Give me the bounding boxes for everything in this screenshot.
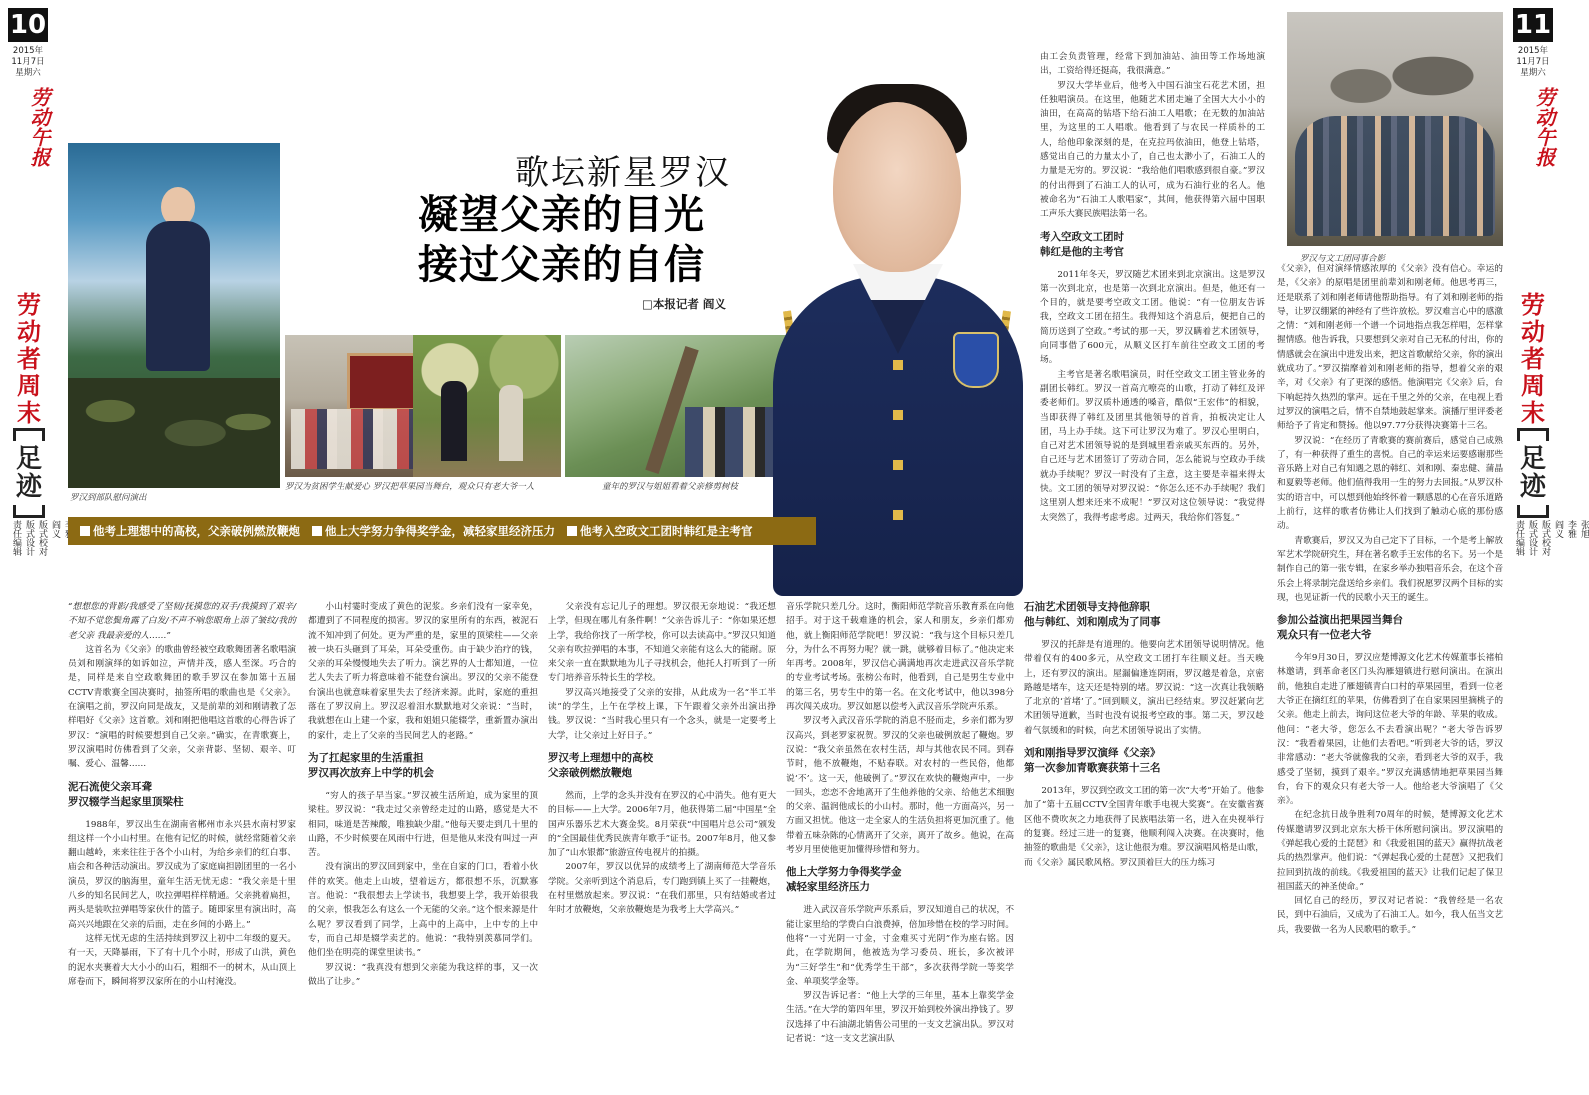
date-right [1513,46,1553,79]
masthead-logo-left: 劳动午报 [27,87,51,167]
paragraph: 主考官是著名歌唱演员，时任空政文工团主管业务的副团长韩红。罗汉一首高亢嘹亮的山歌，打动了韩红及评委老师们。罗汉质朴通透的嗓音，酷似“王宏伟”的相貌，当即获得了韩红及团里其他领导的首肯，拍板决定让人团，马上办手续。这下可让罗汉为难了。罗汉心里明白，自己对艺术团领导说的是到城里看亲戚买东西的。另外，自己还与艺术团签订了劳动合同，怎么能说与空政办手续就办手续呢？罗汉一时没有了主意，这主要是幸福来得太快。文工团的领导对罗汉说：“你怎么还不办手续呢？我们这里别人想来还来不成呢！”罗汉对这位领导说：“我觉得太突然了，我得考虑考虑。过两天，我给你们答复。” [1040,369,1265,523]
date-year: 2015年 [1517,46,1549,56]
paragraph: “穷人的孩子早当家。”罗汉被生活所迫，成为家里的顶梁柱。罗汉说：“我走过父亲曾经走过的山路，感觉是大不相同，味道是苦辣酸，唯独缺少甜。”他每天要走到几十里的山路，不少时候要在风雨中行进，但是他从来没有叫过一声苦。 [308,790,538,859]
text-column-5 [786,600,1014,1085]
paragraph: 青歌赛后，罗汉又为自己定下了目标，一个是考上解放军艺术学院研究生，拜在著名歌手王宏伟的名下。另一个是制作自己的第一张专辑，在家乡举办独唱音乐会，在这个音乐会上将录制完盘送给乡亲们。我们祝愿罗汉两个目标的实现，也见证新一代的民歌小天王的诞生。 [1277,535,1503,603]
column-label-right: 足迹 [1513,428,1553,518]
paragraph: 在纪念抗日战争胜利70周年的时候，楚博源文化艺术传媒邀请罗汉到北京东大桥干休所慰问演出。罗汉演唱的《弹起我心爱的土琵琶》和《我爱祖国的蓝天》赢得抗战老兵的热烈掌声。他们说：“《弹起我心爱的土琵琶》又把我们拉回到抗战的前线。《我爱祖国的蓝天》让我们记起了保卫祖国蓝天的神圣使命。” [1277,810,1503,892]
date-weekday: 星期六 [1520,68,1546,78]
paragraph: 罗汉说：“在经历了青歌赛的赛前赛后，感觉自己成熟了，有一种获得了重生的喜悦。自己的幸运来运要感谢那些音乐路上对自己有知遇之恩的韩红、刘和刚、秦忠健、蒲晶和夏毅等老师。他们值得我用一生的努力去回报。”从罗汉朴实的语言中，可以想到他始终怀着一颗感恩的心在音乐道路上前行，这样的歌者仿佛让人们找到了触动心底的那份感动。 [1277,435,1503,532]
section-title-left: 劳动者周末 [17,291,41,427]
date-left [8,46,48,79]
headline-line-2: 接过父亲的自信 [418,242,705,288]
article-byline: □本报记者 阎义 [642,297,726,311]
article-kicker: 歌坛新星罗汉 [515,153,731,193]
summary-item-3: 他考入空政文工团时韩红是主考官 [567,523,753,539]
headline-line-1: 凝望父亲的目光 [418,192,705,238]
paragraph: 由工会负责管理，经常下到加油站、油田等工作场地演出，工资给得还挺高，我很满意。” [1040,52,1265,77]
paragraph: 罗汉考入武汉音乐学院的消息不胫而走，乡亲们都为罗汉高兴，到老罗家祝贺。罗汉的父亲也破例放起了鞭炮。罗汉说：“我父亲虽然在农村生活，却与其他农民不同。到春节时，他不放鞭炮，不贴春联。对农村的一些民俗，他都说‘不’。这一天，他破例了。”罗汉在欢快的鞭炮声中，一步一回头，恋恋不舍地离开了生他养他的父亲、给他艺术细胞的父亲、温润他成长的小山村。那时，他一方面高兴，另一方面又担忧。他这一走全家人的生活负担将更加沉重了。他带着五味杂陈的心情离开了父亲，离开了故乡。他说，在高考岁月里使他更加懂得珍惜和努力。 [786,716,1014,856]
date-weekday: 星期六 [15,68,41,78]
summary-item-1: 他考上理想中的高校，父亲破例燃放鞭炮 [80,523,300,539]
paragraph: 罗汉告诉记者：“他上大学的三年里，基本上靠奖学金生活。”在大学的第四年里，罗汉开始到校外演出挣钱了。罗汉选择了中石油湖北销售公司里的一支文艺演出队。罗汉对记者说：“这一支文艺演出队 [786,991,1014,1045]
date-day: 11月7日 [1516,57,1550,67]
credit-proofreader-name: 张旭 [1579,520,1589,538]
subheading: 刘和刚指导罗汉演绎《父亲》 第一次参加青歌赛获第十三名 [1024,747,1161,775]
credit-editor: 责任编辑 [11,520,21,556]
column-label-left: 足迹 [9,428,49,518]
credit-designer: 版式设计 [24,520,34,556]
paragraph: 音乐学院只差几分。这时，衡阳师范学院音乐教育系在向他招手。对于这千载难逢的机会，家人和朋友，乡亲们都劝他，就上衡阳师范学院吧！罗汉说：“我与这个目标只差几分，为什么不再努力呢？就一跳，就够着目标了。”他决定来年再考。2008年，罗汉信心满满地再次走进武汉音乐学院的专业考试考场。张榜公布时，他看到，自己是男生专业中的第三名，男专生中的第一名。在文化考试中，他以398分再次闯关成功。罗汉如愿以偿考入武汉音乐学院声乐系。 [786,602,1014,713]
subheading: 罗汉考上理想中的高校 父亲破例燃放鞭炮 [548,751,653,779]
photo-orchard-stage [413,335,561,477]
paragraph: 1988年，罗汉出生在湖南省郴州市永兴县水南村罗家组这样一个小山村里。在他有记忆的时候，就经常随着父亲翻山越岭，来来往往于各个小山村，为给乡亲们的红白事、庙会和各种活动演出。罗汉成为了家庭扁担剧团里的一名小演员，罗汉的脑海里，童年生活无忧无虑：“我父亲是十里八乡的知名民间艺人，吹拉弹唱样样精通。父亲挑着扁担，两头是装吹拉弹唱等家伙什的篮子。随即家里有演出时，高高兴兴地跟在父亲的后面，走在乡间的小路上。” [68,819,296,930]
credit-proofreader: 版式校对 [37,520,47,556]
credit-editor-name: 阎义 [1553,520,1563,538]
date-year: 2015年 [12,46,44,56]
paragraph: 回忆自己的经历，罗汉对记者说：“我曾经是一名农民，到中石油后，又成为了石油工人。如今，我人伍当文艺兵，我要做一名为人民歌唱的歌手。” [1277,896,1503,935]
credit-designer: 版式设计 [1527,520,1537,556]
paragraph: 父亲没有忘记儿子的理想。罗汉很无奈地说：“我还想上学，但现在哪儿有条件啊！”父亲告诉儿子：“你如果还想上学，我给你找了一所学校，你可以去读高中。”罗汉只知道父亲有吹拉弹唱的本事，不知道父亲能有这么大的能耐。原来父亲一直在默默地为儿子寻找机会，他托人打听到了一所专门培养音乐特长生的学校。 [548,602,776,684]
paragraph: 没有演出的罗汉回到家中，坐在自家的门口，看着小伙伴的欢笑。他走上山坡，望着远方，都很想不乐，沉默寡言。他说：“我很想去上学读书，我想要上学，我开始很我的父亲，恨我怎么有这么一个无能的父亲。”这个恨来源是什么呢？罗汉看到了同学，上高中的上高中，上中专的上中专，而自己却是辍学卖艺的。他说：“我特别羡慕同学们。他们坐在明亮的课堂里读书。” [308,862,538,959]
paragraph: 今年9月30日，罗汉应楚博源文化艺术传媒董事长褚柏林邀请，到革命老区门头沟雁翅镇进行慰问演出。在演出前，他独自走进了雁翅镇青白口村的草果园里，看到一位老大爷正在摘红红的苹果，仿佛看到了在自家果园里摘桃子的父亲。他走上前去，询问这位老大爷的年龄、苹果的收成。他问：“老大爷，您怎么不去看演出呢？”老大爷告诉罗汉：“我看着果园，让他们去看吧。”听到老大爷的话，罗汉非常感动：“老大爷就像我的父亲，看到老大爷的双手，我感受了坚韧，摸到了艰辛。”罗汉充满感情地把草果园当舞台，台下的观众只有老大爷一人。他给老大爷演唱了《父亲》。 [1277,653,1503,807]
paragraph: 《父亲》，但对演绎情感浓厚的《父亲》没有信心。幸运的是，《父亲》的原唱是团里前辈刘和刚老师。他思考再三，还是联系了刘和刚老师请他帮助指导。有了刘和刚老师的指导，让罗汉绷紧的神经有了些许放松。罗汉难言心中的感激之情：“刘和刚老师一个谱一个词地指点我怎样唱，怎样掌握情感。他告诉我，只要想到父亲对自己无私的付出，你的情感就会在演出中进发出来，把这首歌献给父亲，你的演出就成功了。”罗汉揣摩着刘和刚老师的指导，想着父亲的艰辛，对《父亲》有了更深的感悟。他演唱完《父亲》后，台下响起持久热烈的掌声。远在千里之外的父亲，在电视上看过罗汉的演唱之后，情不自禁地鼓起掌来。演播厅里评委老师给予了肯定和赞扬。他以97.77分获得决赛第十三名。 [1277,264,1503,432]
summary-bar [68,517,816,545]
left-page-margin [0,0,58,1095]
text-column-4-upper [1040,50,1265,590]
summary-item-2: 他上大学努力争得奖学金，减轻家里经济压力 [312,523,555,539]
photo-childhood-tree [565,335,787,477]
paragraph: 罗汉的托辞是有道理的。他要向艺术团领导说明情况。他带着仅有的400多元，从空政文工团打车往顺义赶。当天晚上，还有罗汉的演出。屋漏偏逢连阴雨，罗汉越是着急，京密路越是堵车，这天还是特别的堵。罗汉说：“这一次真让我领略了北京的‘首堵’了。”回到顺义，演出已经结束。罗汉赶紧向艺术团领导道歉，当时也没有说报考空政的事。第二天，罗汉趁着气氛缓和的时候，向艺术团领导说出了实情。 [1024,640,1264,736]
subheading: 为了扛起家里的生活重担 罗汉再次放弃上中学的机会 [308,751,434,779]
caption-stage: 罗汉到部队慰问演出 [70,493,147,503]
caption-tree: 童年的罗汉与姐姐看着父亲修剪树枝 [602,482,739,492]
paragraph: 这首名为《父亲》的歌曲曾经被空政歌舞团著名歌唱演员刘和刚演绎的如诉如泣，声情并茂，感人至深。巧合的是，同样是来自空政歌舞团的歌手罗汉在参加第十五届CCTV青歌赛全国决赛时，抽签所唱的歌曲也是《父亲》。在演唱之前，罗汉向同是战友，又是前辈的刘和刚请教了怎样唱好《父亲》这首歌。刘和刚把他唱这首歌的心得告诉了罗汉：“演唱的时候要想到自己父亲。”确实，在青歌赛上，罗汉演唱时仿佛看到了父亲，父亲背影、坚韧、艰辛、叮嘱、爱心、温馨…… [68,644,296,770]
paragraph: 这样无忧无虑的生活持续到罗汉上初中二年级的夏天。有一天，天降暴雨，下了有十几个小时，形成了山洪，黄色的泥水夹裹着大大小小的山石，粗细不一的树木，从山顶上席卷而下，瞬间将罗汉家所在的小山村淹没。 [68,933,296,987]
text-column-1 [68,600,296,1085]
text-column-6 [1024,600,1264,1085]
subheading: 泥石流使父亲耳聋 罗汉辍学当起家里顶梁柱 [68,780,184,808]
photo-portrait-luohan [755,50,1035,595]
credit-editor: 责任编辑 [1514,520,1524,556]
text-column-7 [1277,262,1503,1087]
subheading: 考入空政文工团时 韩红是他的主考官 [1040,230,1124,258]
credit-proofreader: 版式校对 [1540,520,1550,556]
subheading: 石油艺术团领导支持他辞职 他与韩红、刘和刚成为了同事 [1024,601,1161,628]
subheading: 参加公益演出把果园当舞台 观众只有一位老大爷 [1277,614,1403,642]
page-number-right: 11 [1514,10,1552,40]
paragraph: 进入武汉音乐学院声乐系后，罗汉知道自己的状况，不能让家里给的学费白白浪费掉，倍加珍惜在校的学习时间。他将“一寸光阴一寸金，寸金难买寸光阴”作为座右铭。因此，在学院期间，他被选为学习委员、班长，多次被评为“三好学生”和“优秀学生干部”，多次获得学院一等奖学金、单项奖学金等。 [786,905,1014,987]
right-page-margin [1507,0,1589,1095]
caption-troupe: 罗汉与文工团同事合影 [1300,254,1386,264]
text-column-3 [548,600,776,1085]
paragraph: 2007年，罗汉以优异的成绩考上了湖南师范大学音乐学院。父亲听到这个消息后，专门跑到镇上买了一挂鞭炮，在村里燃放起来。罗汉说：“在我们那里，只有结婚或者过年时才放鞭炮，父亲放鞭炮是为我考上大学高兴。” [548,862,776,916]
paragraph: 然而，上学的念头并没有在罗汉的心中消失。他有更大的目标——上大学。2006年7月，他获得第二届“中国星”全国声乐器乐艺术大赛金奖。8月荣获“中国唱片总公司”颁发的“全国最佳优秀民族青年歌手”证书。2007年8月，他又参加了“山水银都”旅游宣传电视片的拍摄。 [548,790,776,859]
date-day: 11月7日 [11,57,45,67]
paragraph: 2011年冬天，罗汉随艺术团来到北京演出。这是罗汉第一次到北京，也是第一次到北京演出。但是，他还有一个目的，就是要考空政文工团。他说：“有一位朋友告诉我，空政文工团在招生。我得知这个消息后，便把自己的简历送到了空政。”考试的那一天，罗汉瞒着艺术团领导，向同事借了600元，从顺义区打车前往空政文工团的考场。 [1040,269,1265,366]
credit-designer-name: 李雅 [1566,520,1576,538]
paragraph: 小山村霎时变成了黄色的泥浆。乡亲们没有一家幸免，都遭到了不同程度的损害。罗汉的家里所有的东西，被泥石流不知冲到了何处。更为严重的是，家里的顶梁柱——父亲被一块石头砸到了耳朵，耳朵受重伤。由于缺少治疗的钱，父亲的耳朵慢慢地失去了听力。演艺界的人士都知道，一位艺人失去了听力将意味着不能登台演出。罗汉的父亲不能登台演出也就意味着家里失去了经济来源。此时，家庭的重担落在了罗汉肩上。罗汉忍着泪水默默地对父亲说：“当时，我就想在山上建一个家，我和姐姐只能辍学，重新置办演出的家什，走上了父亲的当民间艺人的老路。” [308,602,538,741]
paragraph: 罗汉大学毕业后，他考入中国石油宝石花艺术团，担任独唱演员。在这里，他随艺术团走遍了全国大大小小的油田，在高高的钻塔下给石油工人唱歌；在无数的加油站里，为这里的工人唱歌。他看到了与农民一样质朴的工人，给他印象深刻的是，在克拉玛依油田，他登上钻塔，感觉出自己的力量太小了，自己也太渺小了，石油工人的力量是无穷的。罗汉说：“我给他们唱歌感到很自豪。”罗汉的付出得到了石油工人的认可，成为石油行业的名人。他被命名为“石油工人歌唱家”，其间，他获得第六届中国职工声乐大赛民族唱法第一名。 [1040,80,1265,220]
paragraph: 罗汉高兴地接受了父亲的安排，从此成为一名“半工半读”的学生，上午在学校上课，下午跟着父亲外出演出挣钱。罗汉说：“当时我心里只有一个念头，就是一定要考上大学，让父亲过上好日子。” [548,687,776,741]
paragraph: 罗汉说：“我真没有想到父亲能为我这样的事，又一次做出了让步。” [308,962,538,987]
credit-editor-name: 阎义 [50,520,60,538]
text-column-2 [308,600,538,1085]
section-title-right: 劳动者周末 [1521,291,1545,427]
caption-children-orchard: 罗汉为贫困学生献爱心 罗汉把草果园当舞台，观众只有老大爷一人 [285,482,535,492]
paragraph: 2013年，罗汉到空政文工团的第一次“大考”开始了。他参加了“第十五届CCTV全国青年歌手电视大奖赛”。在安徽省赛区他不费吹灰之力地获得了民族唱法第一名，进入在央视举行的复赛。经过三进一的复赛，他顺利闯入决赛。在决赛时，他抽签的歌曲是《父亲》，这让他很为难。罗汉演唱风格是山歌，而《父亲》属民歌风格。罗汉顶着巨大的压力练习 [1024,786,1264,868]
subheading: 他上大学努力争得奖学金 减轻家里经济压力 [786,866,902,894]
paragraph: “想想您的背影/我感受了坚韧/抚摸您的双手/我摸到了艰辛/不知不觉您鬓角露了白发/不声不响您眼角上添了皱纹/我的老父亲 我最亲爱的人……” [68,602,296,641]
photo-troupe-group [1287,12,1503,246]
photo-stage-performance [68,143,280,488]
editor-credits-right [1513,520,1589,556]
article-headline [418,190,705,290]
page-number-left: 10 [9,10,47,40]
masthead-logo-right: 劳动午报 [1532,87,1556,167]
